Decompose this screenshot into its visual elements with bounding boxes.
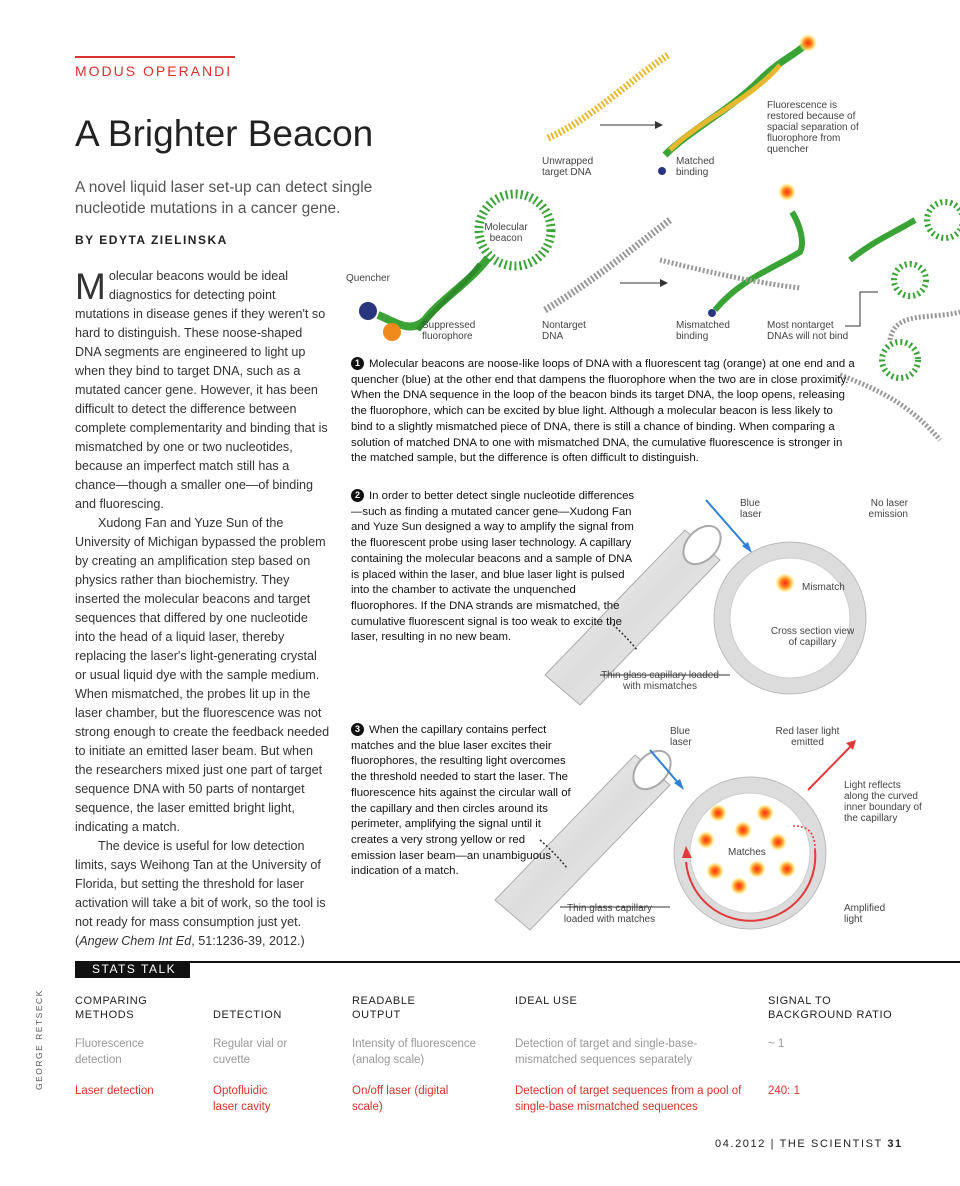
paragraph-1-text: olecular beacons would be ideal diagnostics for detecting point mutations in disease genes if they weren't so hard to distinguish. These noose-shaped DNA segments are engineered to light up when they bind to target DNA, such as a mutated cancer gene. However, it has been difficult to detect the difference between complete complementarity and binding that is mismatched by one or two nucleotides, because an imperfect match still has a chance—though a smaller one—of binding and fluorescing.	[75, 269, 328, 511]
table-cell: 240: 1	[768, 1085, 800, 1097]
page-footer	[715, 1138, 903, 1150]
step-2-text: In order to better detect single nucleotide differences—such as finding a mutated cancer gene—Xudong Fan and Yuze Sun designed a way to amplify the signal from the fluorescent probe using laser technology. A capillary containing the molecular beacons and a sample of DNA is placed within the laser, and blue laser light is pulsed into the chamber to activate the unquenched fluorophores. If the DNA strands are mismatched, the cumulative fluorescent signal is too weak to excite the laser, resulting in no new beam.	[351, 490, 635, 644]
label-most-nontarget: Most nontarget DNAs will not bind	[767, 320, 849, 342]
label-blue-laser-1: Blue laser	[740, 498, 762, 520]
section-label: MODUS OPERANDI	[75, 63, 233, 79]
molecular-beacon-drawing	[359, 194, 551, 341]
match-glow	[709, 804, 727, 822]
label-molecular-beacon: Molecular beacon	[484, 222, 528, 244]
label-quencher: Quencher	[346, 273, 390, 284]
stats-header-detection: DETECTION	[213, 1009, 282, 1021]
step-3-text: When the capillary contains perfect matches and the blue laser excites their fluorophores, the resulting light overcomes the threshold needed to start the laser. The fluorescence hits against the circular wall of the capillary and then circles around its perimeter, amplifying the signal until it creates a very strong yellow or red emission laser beam—an unambiguous indication of a match.	[351, 724, 571, 878]
step-1-caption	[351, 357, 856, 467]
mismatched-fluorescence-glow	[778, 183, 796, 201]
match-glow	[706, 862, 724, 880]
subtitle: A novel liquid laser set-up can detect single nucleotide mutations in a cancer gene.	[75, 179, 373, 217]
byline: BY EDYTA ZIELINSKA	[75, 233, 228, 247]
table-cell: Laser detection	[75, 1085, 154, 1097]
citation-journal: Angew Chem Int Ed	[79, 934, 192, 948]
mismatched-helix	[715, 212, 802, 310]
matched-quencher	[658, 167, 666, 175]
footer-publication: THE SCIENTIST	[779, 1138, 883, 1150]
label-mismatched-binding: Mismatched binding	[676, 320, 730, 342]
photo-credit: GEORGE RETSECK	[34, 989, 44, 1090]
drop-cap: M	[75, 266, 106, 307]
stats-header-use: IDEAL USE	[515, 995, 578, 1007]
nontarget-strand-2	[890, 312, 960, 340]
table-cell: Optofluidic laser cavity	[213, 1085, 271, 1113]
match-glow	[748, 860, 766, 878]
step-2-caption	[351, 489, 641, 646]
stats-tag: STATS TALK	[75, 961, 190, 978]
mismatched-quencher	[708, 309, 716, 317]
page-number: 31	[887, 1138, 903, 1150]
paragraph-3-text: The device is useful for low detection limits, says Weihong Tan at the University of Florida, but setting the threshold for laser activation will take a bit of work, so the tool is not ready for mass consumption just yet.	[75, 839, 326, 929]
step-3-number: 3	[351, 723, 364, 736]
label-matched-binding: Matched binding	[676, 156, 715, 178]
label-no-laser-emission: No laser emission	[868, 498, 908, 520]
footer-date: 04.2012	[715, 1138, 766, 1150]
stats-header-methods: COMPARING METHODS	[75, 995, 148, 1021]
table-cell: ~ 1	[768, 1038, 785, 1050]
arrow-1-head	[655, 121, 663, 129]
label-light-reflects: Light reflects along the curved inner boundary of the capillary	[844, 780, 922, 824]
paragraph-2: Xudong Fan and Yuze Sun of the University of Michigan bypassed the problem by creating an amplification step based on physics rather than biochemistry. They inserted the molecular beacons and target sequences that differed by one nucleotide into the head of a liquid laser, thereby replacing the laser's light-generating crystal or usual liquid dye with the sample medium. When mismatched, the probes lit up in the laser chamber, but the fluorescence was not strong enough to create the feedback needed to initiate an emitted laser beam. But when the researchers mixed just one part of target sequence DNA with 50 parts of nontarget sequence, the laser emitted bright light, indicating a match.	[75, 516, 330, 834]
label-blue-laser-2: Blue laser	[670, 726, 692, 748]
arrow-2-head	[660, 279, 668, 287]
quencher-ball	[359, 302, 377, 320]
paragraph-3: The device is useful for low detection limits, says Weihong Tan at the University of Florida, but setting the threshold for laser activation will take a bit of work, so the tool is not ready for mass consumption just yet. (Angew Chem Int Ed, 51:1236-39, 2012.)	[75, 839, 326, 948]
label-unwrapped-target: Unwrapped target DNA	[542, 156, 594, 178]
label-thin-glass-mismatches: Thin glass capillary loaded with mismatches	[601, 670, 719, 692]
nontarget-beacon-loop	[927, 202, 960, 238]
stats-rule	[75, 961, 960, 963]
match-glow	[697, 831, 715, 849]
nontarget-beacon-1	[850, 220, 915, 260]
table-cell: Regular vial or cuvette	[213, 1038, 288, 1066]
step-1-text: Molecular beacons are noose-like loops of DNA with a fluorescent tag (orange) at one end and a quencher (blue) at the other end that dampens the fluorophore when the two are in close proximity. When the DNA sequence in the loop of the beacon binds its target DNA, the loop opens, releasing the fluorophore, which can be excited by blue light. Although a molecular beacon is less likely to bind to a slightly mismatched piece of DNA, there is still a chance of binding. When comparing a solution of matched DNA to one with mismatched DNA, the cumulative fluorescence is stronger in the matched sample, but the difference is often difficult to distinguish.	[351, 358, 855, 465]
footer-separator: |	[770, 1138, 776, 1150]
matched-fluorescence-glow	[799, 34, 817, 52]
page-title: A Brighter Beacon	[75, 113, 374, 154]
label-matches: Matches	[728, 847, 766, 858]
nontarget-strand	[545, 220, 670, 310]
article-body	[75, 267, 330, 951]
step-2-number: 2	[351, 489, 364, 502]
match-glow	[756, 804, 774, 822]
figure	[330, 20, 960, 955]
citation-ref: , 51:1236-39, 2012.)	[191, 934, 305, 948]
stats-header-ratio: SIGNAL TO BACKGROUND RATIO	[768, 995, 893, 1021]
section-rule	[75, 56, 235, 58]
step-3-caption	[351, 723, 571, 880]
label-mismatch: Mismatch	[802, 582, 845, 593]
step-1-number: 1	[351, 357, 364, 370]
label-thin-glass-matches: Thin glass capillary loaded with matches	[563, 903, 656, 925]
table-cell: Intensity of fluorescence (analog scale)	[352, 1038, 477, 1066]
match-glow	[778, 860, 796, 878]
label-fluorescence-restored: Fluorescence is restored because of spacial separation of fluorophore from quencher	[767, 100, 859, 155]
match-glow	[730, 877, 748, 895]
label-nontarget-dna: Nontarget DNA	[542, 320, 586, 342]
match-glow	[734, 821, 752, 839]
label-amplified-light: Amplified light	[844, 903, 886, 925]
mismatch-glow	[775, 573, 795, 593]
stats-header-output: READABLE OUTPUT	[352, 995, 416, 1021]
match-glow	[769, 833, 787, 851]
table-cell: On/off laser (digital scale)	[352, 1085, 449, 1113]
fluorophore-ball	[383, 323, 401, 341]
table-cell: Detection of target sequences from a pool of single-base mismatched sequences	[515, 1085, 742, 1113]
label-red-laser: Red laser light emitted	[775, 726, 840, 748]
unwrapped-target-strand	[548, 55, 668, 138]
label-suppressed-fluorophore: Suppressed fluorophore	[422, 320, 476, 342]
table-cell: Detection of target and single-base-mismatched sequences separately	[515, 1038, 698, 1066]
nontarget-beacon-loop-2	[894, 264, 926, 296]
nontarget-beacon-loop-3	[882, 342, 918, 378]
paragraph-1	[75, 267, 330, 514]
label-cross-section: Cross section view of capillary	[770, 626, 855, 648]
table-cell: Fluorescence detection	[75, 1038, 145, 1066]
